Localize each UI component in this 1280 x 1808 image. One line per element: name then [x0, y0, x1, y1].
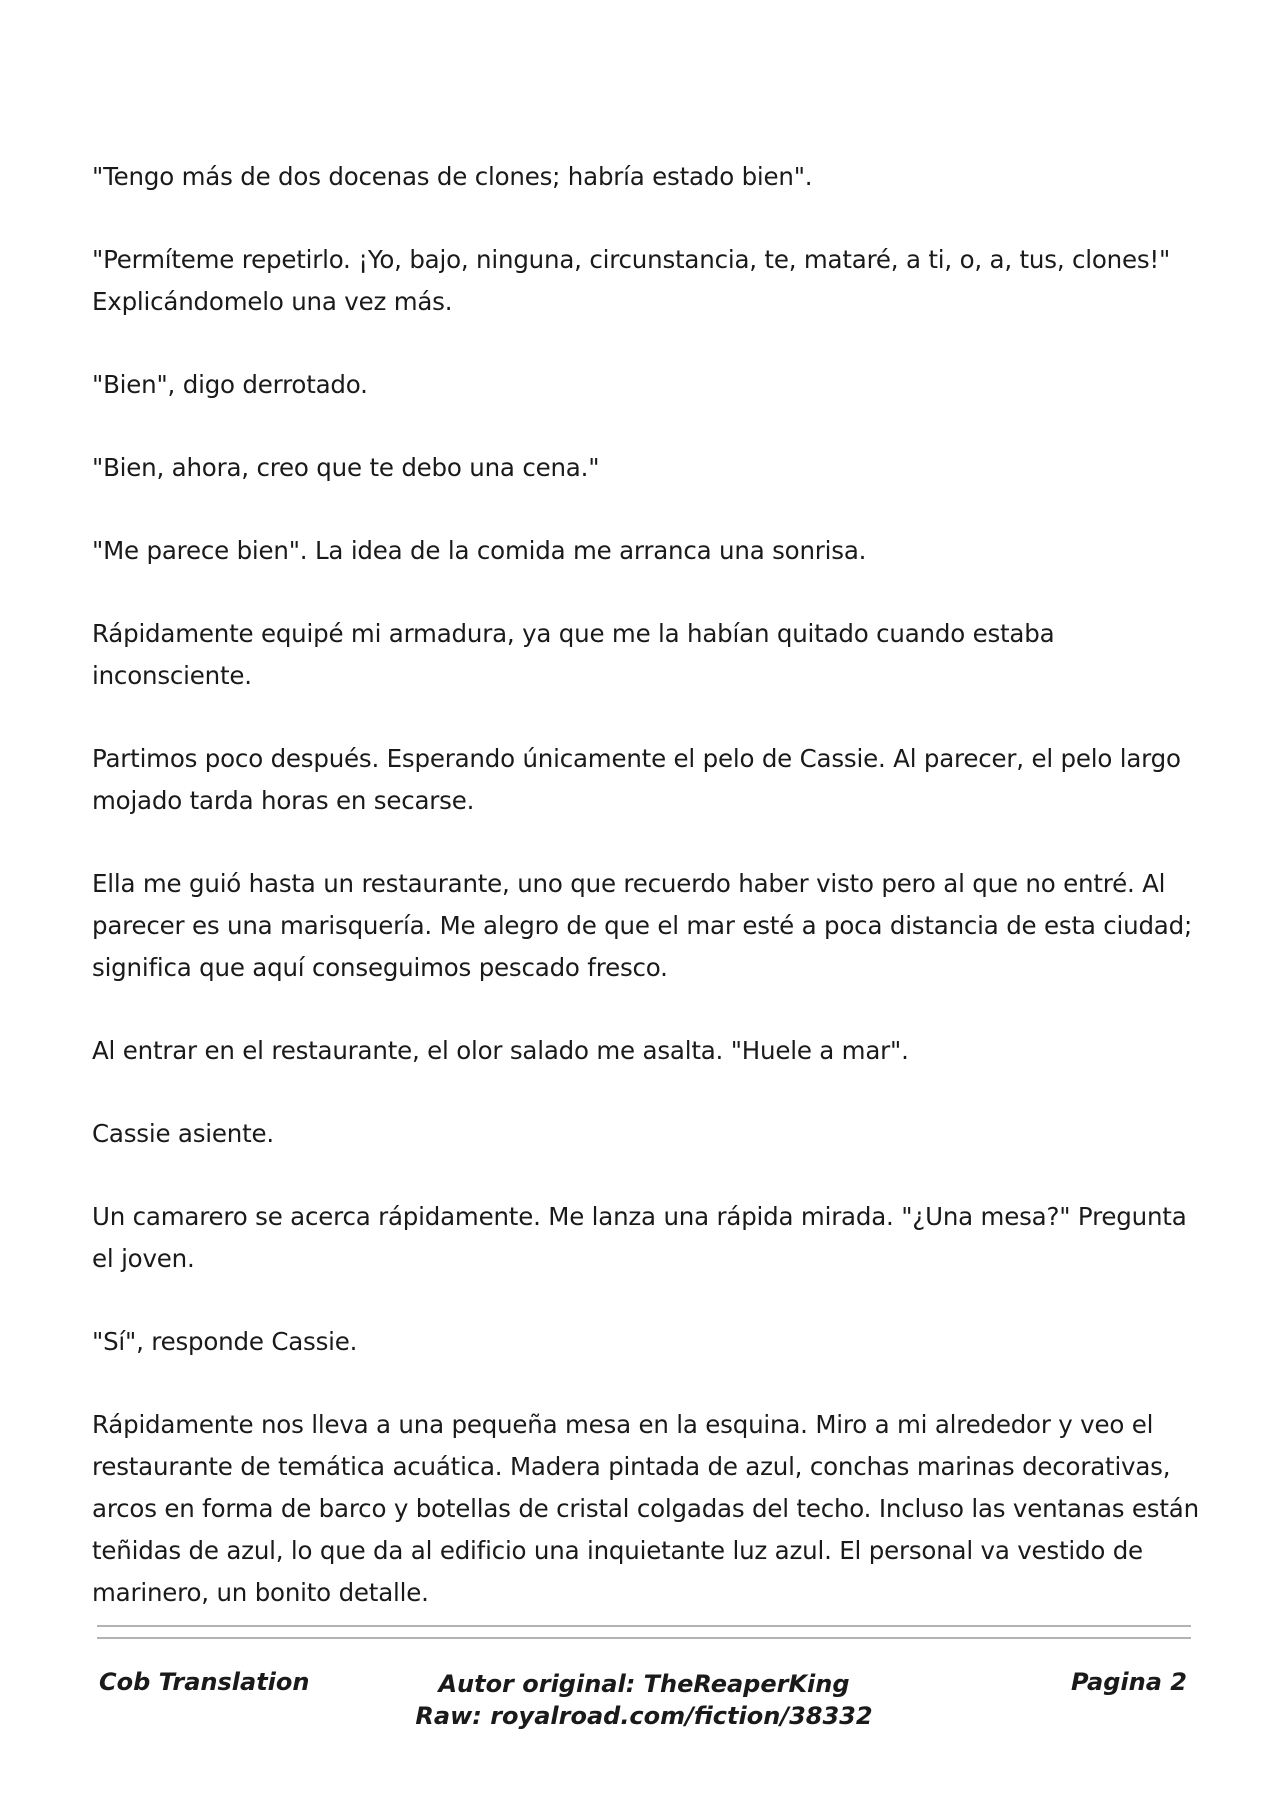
paragraph: "Bien", digo derrotado. [92, 370, 368, 399]
footer-credits [97, 1668, 1191, 1732]
paragraph: Un camarero se acerca rápidamente. Me lanza una rápida mirada. "¿Una mesa?" Pregunta el joven. [92, 1202, 1187, 1273]
paragraph: Cassie asiente. [92, 1119, 274, 1148]
paragraph: Al entrar en el restaurante, el olor salado me asalta. "Huele a mar". [92, 1036, 909, 1065]
footer-divider-top [97, 1625, 1191, 1627]
paragraph: "Tengo más de dos docenas de clones; habría estado bien". [92, 162, 813, 191]
footer-divider-bottom [97, 1637, 1191, 1639]
body-text [92, 156, 1202, 1655]
footer-translator: Cob Translation [99, 1668, 310, 1696]
paragraph: Ella me guió hasta un restaurante, uno que recuerdo haber visto pero al que no entré. Al parecer es una marisquería. Me alegro de que el mar esté a poca distancia de esta ciudad; significa que aquí conseguimos pescado fresco. [92, 869, 1193, 982]
paragraph: "Permíteme repetirlo. ¡Yo, bajo, ninguna, circunstancia, te, mataré, a ti, o, a, tus, clones!" Explicándomelo una vez más. [92, 245, 1171, 316]
paragraph: "Sí", responde Cassie. [92, 1327, 358, 1356]
footer-original-author: Autor original: TheReaperKing [438, 1670, 850, 1698]
paragraph: "Bien, ahora, creo que te debo una cena." [92, 453, 600, 482]
paragraph: Rápidamente equipé mi armadura, ya que me la habían quitado cuando estaba inconsciente. [92, 619, 1055, 690]
footer-page-number: Pagina 2 [1071, 1668, 1187, 1696]
footer-raw-source: Raw: royalroad.com/fiction/38332 [415, 1702, 873, 1730]
paragraph: Rápidamente nos lleva a una pequeña mesa en la esquina. Miro a mi alrededor y veo el restaurante de temática acuática. Madera pintada de azul, conchas marinas decorativas, arcos en forma de barco y botellas de cristal colgadas del techo. Incluso las ventanas están teñidas de azul, lo que da al edificio una inquietante luz azul. El personal va vestido de marinero, un bonito detalle. [92, 1410, 1199, 1607]
paragraph: "Me parece bien". La idea de la comida me arranca una sonrisa. [92, 536, 867, 565]
page-footer [97, 1668, 1191, 1748]
paragraph: Partimos poco después. Esperando únicamente el pelo de Cassie. Al parecer, el pelo largo mojado tarda horas en secarse. [92, 744, 1181, 815]
